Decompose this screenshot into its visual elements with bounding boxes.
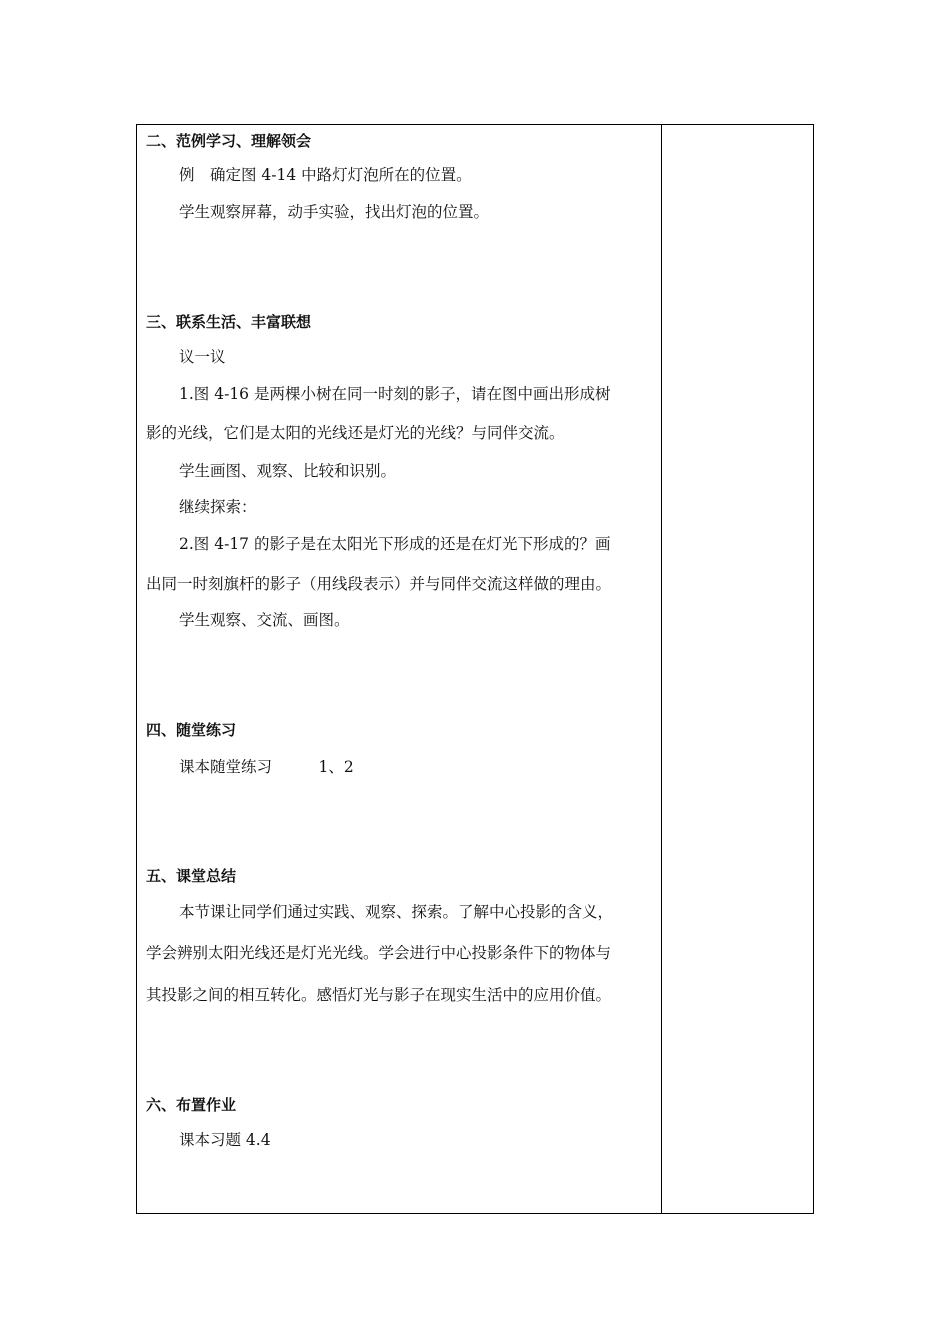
text-line: 课本习题 4.4: [179, 1131, 271, 1149]
text-line: 学生画图、观察、比较和识别。: [179, 462, 397, 480]
section-heading: 六、布置作业: [146, 1096, 237, 1114]
text-line: 1.图 4-16 是两棵小树在同一时刻的影子，请在图中画出形成树: [179, 385, 611, 403]
text-line: 议一议: [179, 348, 226, 366]
text-line: 影的光线，它们是太阳的光线还是灯光的光线？与同伴交流。: [146, 424, 565, 442]
section-heading: 四、随堂练习: [146, 721, 237, 739]
section-heading: 三、联系生活、丰富联想: [146, 313, 312, 331]
column-divider: [661, 125, 662, 1213]
lesson-table: [136, 124, 814, 1214]
text-line: 例 确定图 4-14 中路灯灯泡所在的位置。: [179, 166, 472, 184]
text-line: 学会辨别太阳光线还是灯光光线。学会进行中心投影条件下的物体与: [146, 944, 612, 962]
text-line: 继续探索：: [179, 498, 257, 516]
section-heading: 二、范例学习、理解领会: [146, 132, 312, 150]
text-line: 2.图 4-17 的影子是在太阳光下形成的还是在灯光下形成的？画: [179, 535, 611, 553]
text-line: 出同一时刻旗杆的影子（用线段表示）并与同伴交流这样做的理由。: [146, 575, 612, 593]
section-heading: 五、课堂总结: [146, 867, 237, 885]
text-line: 学生观察、交流、画图。: [179, 611, 350, 629]
text-line: 学生观察屏幕，动手实验，找出灯泡的位置。: [179, 203, 490, 221]
text-line: 课本随堂练习 1、2: [179, 758, 354, 776]
text-line: 其投影之间的相互转化。感悟灯光与影子在现实生活中的应用价值。: [146, 986, 612, 1004]
text-line: 本节课让同学们通过实践、观察、探索。了解中心投影的含义，: [179, 903, 614, 921]
